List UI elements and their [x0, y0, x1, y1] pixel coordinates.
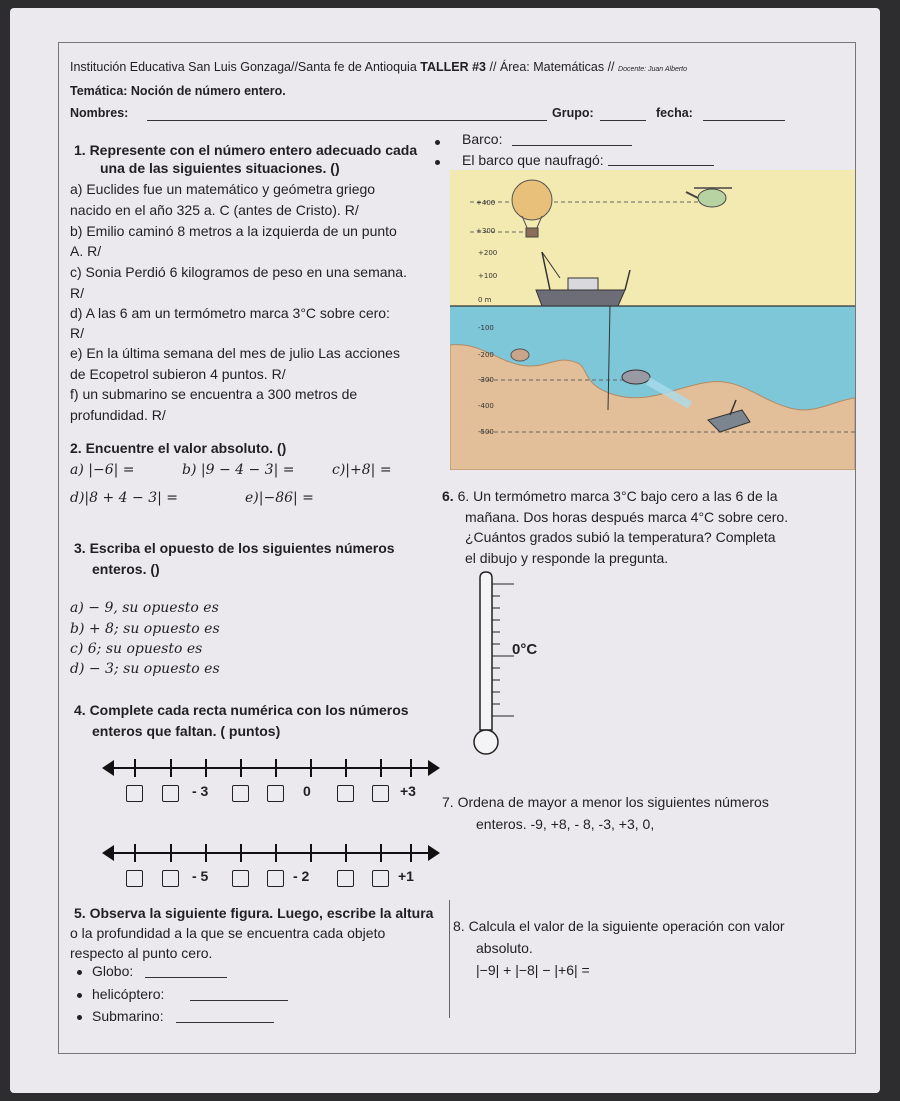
number-line-2-axis	[112, 852, 430, 854]
q2-e: e)|−86| =	[245, 490, 314, 506]
q6-line2: mañana. Dos horas después marca 4°C sobre cero.	[465, 509, 789, 525]
area-label: // Área: Matemáticas //	[489, 60, 615, 74]
answer-box[interactable]	[372, 870, 389, 887]
tick	[345, 844, 347, 862]
answer-box[interactable]	[267, 870, 284, 887]
q1-d-line1: d) A las 6 am un termómetro marca 3°C sobre cero:	[70, 305, 390, 321]
barco-label: Barco:	[462, 131, 503, 147]
submarino-label: Submarino:	[92, 1008, 164, 1024]
docente-label: Docente: Juan Alberto	[618, 66, 688, 73]
q3-b: b) + 8; su opuesto es	[70, 621, 220, 637]
arrow-left-icon	[102, 845, 114, 861]
q1-f-line1: f) un submarino se encuentra a 300 metros de	[70, 386, 358, 402]
q5-title-1: 5. Observa la siguiente figura. Luego, escribe la altura	[74, 905, 434, 921]
grupo-field[interactable]	[600, 120, 646, 121]
tick	[410, 844, 412, 862]
column-divider	[449, 900, 450, 1018]
nombres-field[interactable]	[147, 120, 547, 121]
q2-title: 2. Encuentre el valor absoluto. ()	[70, 440, 287, 456]
bullet	[77, 1015, 82, 1020]
fecha-field[interactable]	[703, 120, 785, 121]
bullet	[77, 970, 82, 975]
q5-title-2: o la profundidad a la que se encuentra cada objeto	[70, 925, 386, 941]
q8-expression: |−9| + |−8| − |+6| =	[476, 962, 590, 978]
barco-field[interactable]	[512, 145, 632, 146]
q3-title: 3. Escriba el opuesto de los siguientes números	[74, 540, 395, 556]
q3-d: d) − 3; su opuesto es	[70, 661, 220, 677]
submarino-field[interactable]	[176, 1022, 274, 1023]
tick	[205, 759, 207, 777]
scale-label: +200	[478, 249, 498, 257]
tick	[170, 844, 172, 862]
thermometer-icon	[470, 570, 590, 770]
scale-label: +100	[478, 272, 498, 280]
institution: Institución Educativa San Luis Gonzaga//Santa fe de Antioquia	[70, 60, 417, 74]
helicoptero-field[interactable]	[190, 1000, 288, 1001]
globo-field[interactable]	[145, 977, 227, 978]
q2-d: d)|8 + 4 − 3| =	[70, 490, 179, 506]
tick	[380, 759, 382, 777]
number-line-1-label: 0	[303, 783, 311, 799]
q1-title-2: una de las siguientes situaciones. ()	[100, 160, 340, 176]
tick	[275, 759, 277, 777]
number-line-2-label: - 2	[293, 868, 310, 884]
bullet	[77, 993, 82, 998]
taller-label: TALLER #3	[420, 60, 486, 74]
q1-b-line2: A. R/	[70, 243, 102, 259]
q1-e-line2: de Ecopetrol subieron 4 puntos. R/	[70, 366, 286, 382]
q3-title-2: enteros. ()	[92, 561, 160, 577]
q1-e-line1: e) En la última semana del mes de julio Las acciones	[70, 345, 400, 361]
naufrago-label: El barco que naufragó:	[462, 152, 604, 168]
q8-line1: 8. Calcula el valor de la siguiente operación con valor	[453, 918, 785, 934]
helicoptero-label: helicóptero:	[92, 986, 165, 1002]
q6-line1: 6. 6. Un termómetro marca 3°C bajo cero a las 6 de la	[442, 488, 778, 504]
q5-title-3: respecto al punto cero.	[70, 945, 213, 961]
answer-box[interactable]	[126, 785, 143, 802]
tick	[310, 844, 312, 862]
thermometer-zero-label: 0°C	[512, 641, 538, 658]
tick	[275, 844, 277, 862]
scale-label: -300	[478, 376, 494, 384]
number-line-2-label: - 5	[192, 868, 209, 884]
answer-box[interactable]	[337, 785, 354, 802]
tick	[410, 759, 412, 777]
q1-a-line1: a) Euclides fue un matemático y geómetra griego	[70, 181, 376, 197]
tick	[380, 844, 382, 862]
answer-box[interactable]	[372, 785, 389, 802]
ocean-scene	[450, 170, 855, 470]
scale-label: 0 m	[478, 296, 492, 304]
q2-b: b) |9 − 4 − 3| =	[182, 462, 295, 478]
tick	[134, 759, 136, 777]
q1-d-line2: R/	[70, 325, 84, 341]
q7-line2: enteros. -9, +8, - 8, -3, +3, 0,	[476, 816, 655, 832]
answer-box[interactable]	[267, 785, 284, 802]
q1-a-line2: nacido en el año 325 a. C (antes de Cristo). R/	[70, 202, 359, 218]
tick	[240, 759, 242, 777]
q8-line2: absoluto.	[476, 940, 533, 956]
scale-label: +400	[476, 199, 496, 207]
answer-box[interactable]	[232, 785, 249, 802]
header-line	[70, 60, 687, 74]
answer-box[interactable]	[232, 870, 249, 887]
answer-box[interactable]	[126, 870, 143, 887]
q1-c-line2: R/	[70, 285, 84, 301]
tick	[310, 759, 312, 777]
tick	[170, 759, 172, 777]
tematica: Temática: Noción de número entero.	[70, 84, 286, 98]
q1-b-line1: b) Emilio caminó 8 metros a la izquierda de un punto	[70, 223, 397, 239]
number-line-1-label: - 3	[192, 783, 209, 799]
tick	[240, 844, 242, 862]
grupo-label: Grupo:	[552, 106, 594, 120]
naufrago-field[interactable]	[608, 165, 714, 166]
q4-title: 4. Complete cada recta numérica con los números	[74, 702, 409, 718]
q7-line1	[442, 794, 769, 810]
answer-box[interactable]	[162, 785, 179, 802]
q1-f-line2: profundidad. R/	[70, 407, 166, 423]
arrow-right-icon	[428, 760, 440, 776]
q3-a: a) − 9, su opuesto es	[70, 600, 219, 616]
scale-label: -100	[478, 324, 494, 332]
diver-icon	[511, 349, 529, 361]
number-line-1-axis	[112, 767, 430, 769]
q1-title: 1. Represente con el número entero adecuado cada	[74, 142, 418, 158]
q2-a: a) |−6| =	[70, 462, 135, 478]
globo-label: Globo:	[92, 963, 134, 979]
bullet	[435, 160, 440, 165]
q6-text-1: 6. Un termómetro marca 3°C bajo cero a las 6 de la	[457, 488, 778, 504]
q6-line4: el dibujo y responde la pregunta.	[465, 550, 669, 566]
sky	[450, 170, 855, 306]
q3-c: c) 6; su opuesto es	[70, 641, 203, 657]
answer-box[interactable]	[337, 870, 354, 887]
fecha-label: fecha:	[656, 106, 693, 120]
bullet	[435, 140, 440, 145]
q4-title-2: enteros que faltan. ( puntos)	[92, 723, 281, 739]
arrow-right-icon	[428, 845, 440, 861]
scale-label: -500	[478, 428, 494, 436]
q7-text-1: 7. Ordena de mayor a menor los siguientes números	[442, 794, 769, 810]
scale-label: -200	[478, 351, 494, 359]
number-line-2-label: +1	[398, 868, 414, 884]
q2-c: c)|+8| =	[332, 462, 392, 478]
answer-box[interactable]	[162, 870, 179, 887]
number-line-1-label: +3	[400, 783, 416, 799]
tick	[345, 759, 347, 777]
scale-label: -400	[478, 402, 494, 410]
nombres-label: Nombres:	[70, 106, 129, 120]
q6-line3: ¿Cuántos grados subió la temperatura? Completa	[465, 529, 776, 545]
arrow-left-icon	[102, 760, 114, 776]
tick	[205, 844, 207, 862]
scale-label: +300	[476, 227, 496, 235]
tick	[134, 844, 136, 862]
q1-c-line1: c) Sonia Perdió 6 kilogramos de peso en una semana.	[70, 264, 407, 280]
